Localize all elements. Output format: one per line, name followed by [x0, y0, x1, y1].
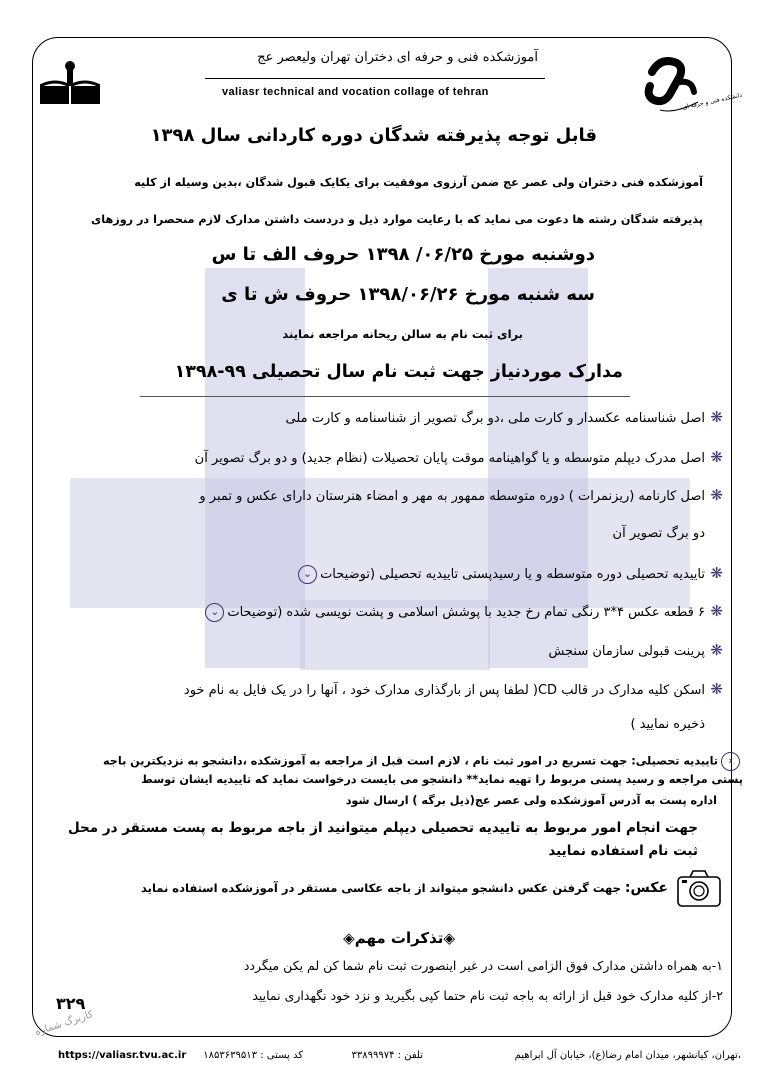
snowflake-bullet-icon: ❋ — [710, 680, 723, 698]
photo-line — [141, 880, 668, 896]
doc-item-3 — [199, 486, 723, 504]
reminder-2: ۲-از کلیه مدارک خود قبل از ارائه به باجه ثبت نام حتما کپی بگیرید و نزد خود نگهداری نمایید — [252, 988, 723, 1003]
schedule-line-1: دوشنبه مورخ ۰۶/۲۵/ ۱۳۹۸ حروف الف تا س — [211, 244, 595, 265]
stamp-text: کاربرگ شماره — [33, 1008, 95, 1039]
camera-icon — [676, 868, 722, 908]
doc-item-text: اصل مدرک دیپلم متوسطه و یا گواهینامه موقت پایان تحصیلات (نظام جدید) و دو برگ تصویر آن — [194, 451, 705, 466]
doc-item-text: پرینت قبولی سازمان سنجش — [548, 644, 705, 659]
docs-heading: مدارک موردنیاز جهت ثبت نام سال تحصیلی ۹۹-۱۳۹۸ — [174, 362, 623, 382]
chevron-circle-icon[interactable]: ‹ — [721, 752, 740, 771]
verification-line-1 — [103, 752, 743, 771]
snowflake-bullet-icon: ❋ — [710, 641, 723, 659]
footer-address: ،تهران، کیانشهر، میدان امام رضا(ع)، خیابان آل ابراهیم — [514, 1050, 741, 1061]
doc-item-3-cont: دو برگ تصویر آن — [612, 526, 705, 541]
verification-text-1: جهت تسریع در امور ثبت نام ، لازم است قبل از مراجعه به آموزشکده ،دانشجو به نزدیکترین باجه — [103, 754, 628, 768]
page-number: ۳۲۹ — [56, 994, 86, 1013]
schedule-line-2: سه شنبه مورخ ۱۳۹۸/۰۶/۲۶ حروف ش تا ی — [221, 284, 595, 305]
doc-item-7-cont: ذخیره نمایید ) — [630, 717, 705, 732]
docs-heading-underline — [140, 396, 630, 397]
logo-caption: دانشکده فنی و حرفه ای — [682, 91, 744, 112]
doc-item-text: اسکن کلیه مدارک در قالب CD( لطفا پس از بارگذاری مدارک خود ، آنها را در یک فایل به نام خود — [183, 683, 705, 698]
verification-label: تاییدیه تحصیلی: — [631, 754, 718, 768]
photo-label: عکس: — [624, 880, 668, 896]
post-note-line-1: جهت انجام امور مربوط به تاییدیه تحصیلی دیپلم میتوانید از باجه مربوط به پست مستقر در محل — [68, 820, 698, 836]
header-institute-fa: آموزشکده فنی و حرفه ای دختران تهران ولیعصر عج — [257, 50, 538, 65]
chevron-circle-icon[interactable]: ⌄ — [298, 565, 317, 584]
footer-website[interactable]: https://valiasr.tvu.ac.ir — [58, 1050, 187, 1061]
snowflake-bullet-icon: ❋ — [710, 408, 723, 426]
snowflake-bullet-icon: ❋ — [710, 448, 723, 466]
doc-item-text: اصل کارنامه (ریزنمرات ) دوره متوسطه ممهور به مهر و امضاء هنرستان دارای عکس و تمبر و — [199, 489, 705, 504]
doc-item-7 — [184, 680, 723, 698]
verification-line-2: پستی مراجعه و رسید پستی مربوط را تهیه نماید** دانشجو می بایست درخواست نماید که تاییدیه ایشان توسط — [141, 773, 743, 786]
intro-line-1: آموزشکده فنی دختران ولی عصر عج ضمن آرزوی موفقیت برای یکایک قبول شدگان ،بدین وسیله از کلیه — [134, 176, 703, 189]
logo-book-icon — [40, 56, 100, 104]
header-divider — [205, 78, 545, 79]
verification-line-3: اداره پست به آدرس آموزشکده ولی عصر عج(ذیل برگه ) ارسال شود — [345, 794, 717, 807]
doc-item-6 — [548, 641, 723, 659]
diamond-ornament-icon: ◈ — [443, 929, 455, 947]
page-title: قابل توجه پذیرفته شدگان دوره کاردانی سال ۱۳۹۸ — [150, 125, 597, 146]
reminder-1: ۱-به همراه داشتن مدارک فوق الزامی است در غیر اینصورت ثبت نام شما کن لم یکن میگردد — [243, 958, 723, 973]
diamond-ornament-icon: ◈ — [343, 929, 355, 947]
doc-item-text: تاییدیه تحصیلی دوره متوسطه و یا رسیدپستی تاییدیه تحصیلی (توضیحات — [320, 567, 705, 582]
doc-item-2 — [195, 448, 723, 466]
chevron-circle-icon[interactable]: ⌄ — [205, 603, 224, 622]
doc-item-text: اصل شناسنامه عکسدار و کارت ملی ،دو برگ تصویر از شناسنامه و کارت ملی — [285, 411, 705, 426]
reminders-heading — [343, 929, 455, 947]
intro-line-2: پذیرفته شدگان رشته ها دعوت می نماید که با رعایت موارد ذیل و دردست داشتن مدارک لازم منحصرا در روزهای — [91, 213, 703, 226]
photo-text: جهت گرفتن عکس دانشجو میتواند از باجه عکاسی مستقر در آموزشکده استفاده نماید — [141, 881, 621, 895]
footer-phone: تلفن : ۳۳۸۹۹۹۷۴ — [351, 1050, 423, 1061]
post-note-line-2: ثبت نام استفاده نمایید — [548, 843, 698, 859]
hall-note: برای ثبت نام به سالن ریحانه مراجعه نمایند — [282, 327, 523, 341]
snowflake-bullet-icon: ❋ — [710, 486, 723, 504]
footer-postal: کد پستی : ۱۸۵۳۶۳۹۵۱۳ — [203, 1050, 303, 1061]
snowflake-bullet-icon: ❋ — [710, 602, 723, 620]
snowflake-bullet-icon: ❋ — [710, 564, 723, 582]
reminders-heading-text: تذکرات مهم — [354, 929, 444, 947]
doc-item-text: ۶ قطعه عکس ۴*۳ رنگی تمام رخ جدید با پوشش اسلامی و پشت نویسی شده (توضیحات — [227, 605, 705, 620]
doc-item-5 — [202, 602, 723, 622]
doc-item-1 — [285, 408, 723, 426]
header-institute-en: valiasr technical and vocation collage of tehran — [222, 86, 489, 98]
doc-item-4 — [295, 564, 723, 584]
